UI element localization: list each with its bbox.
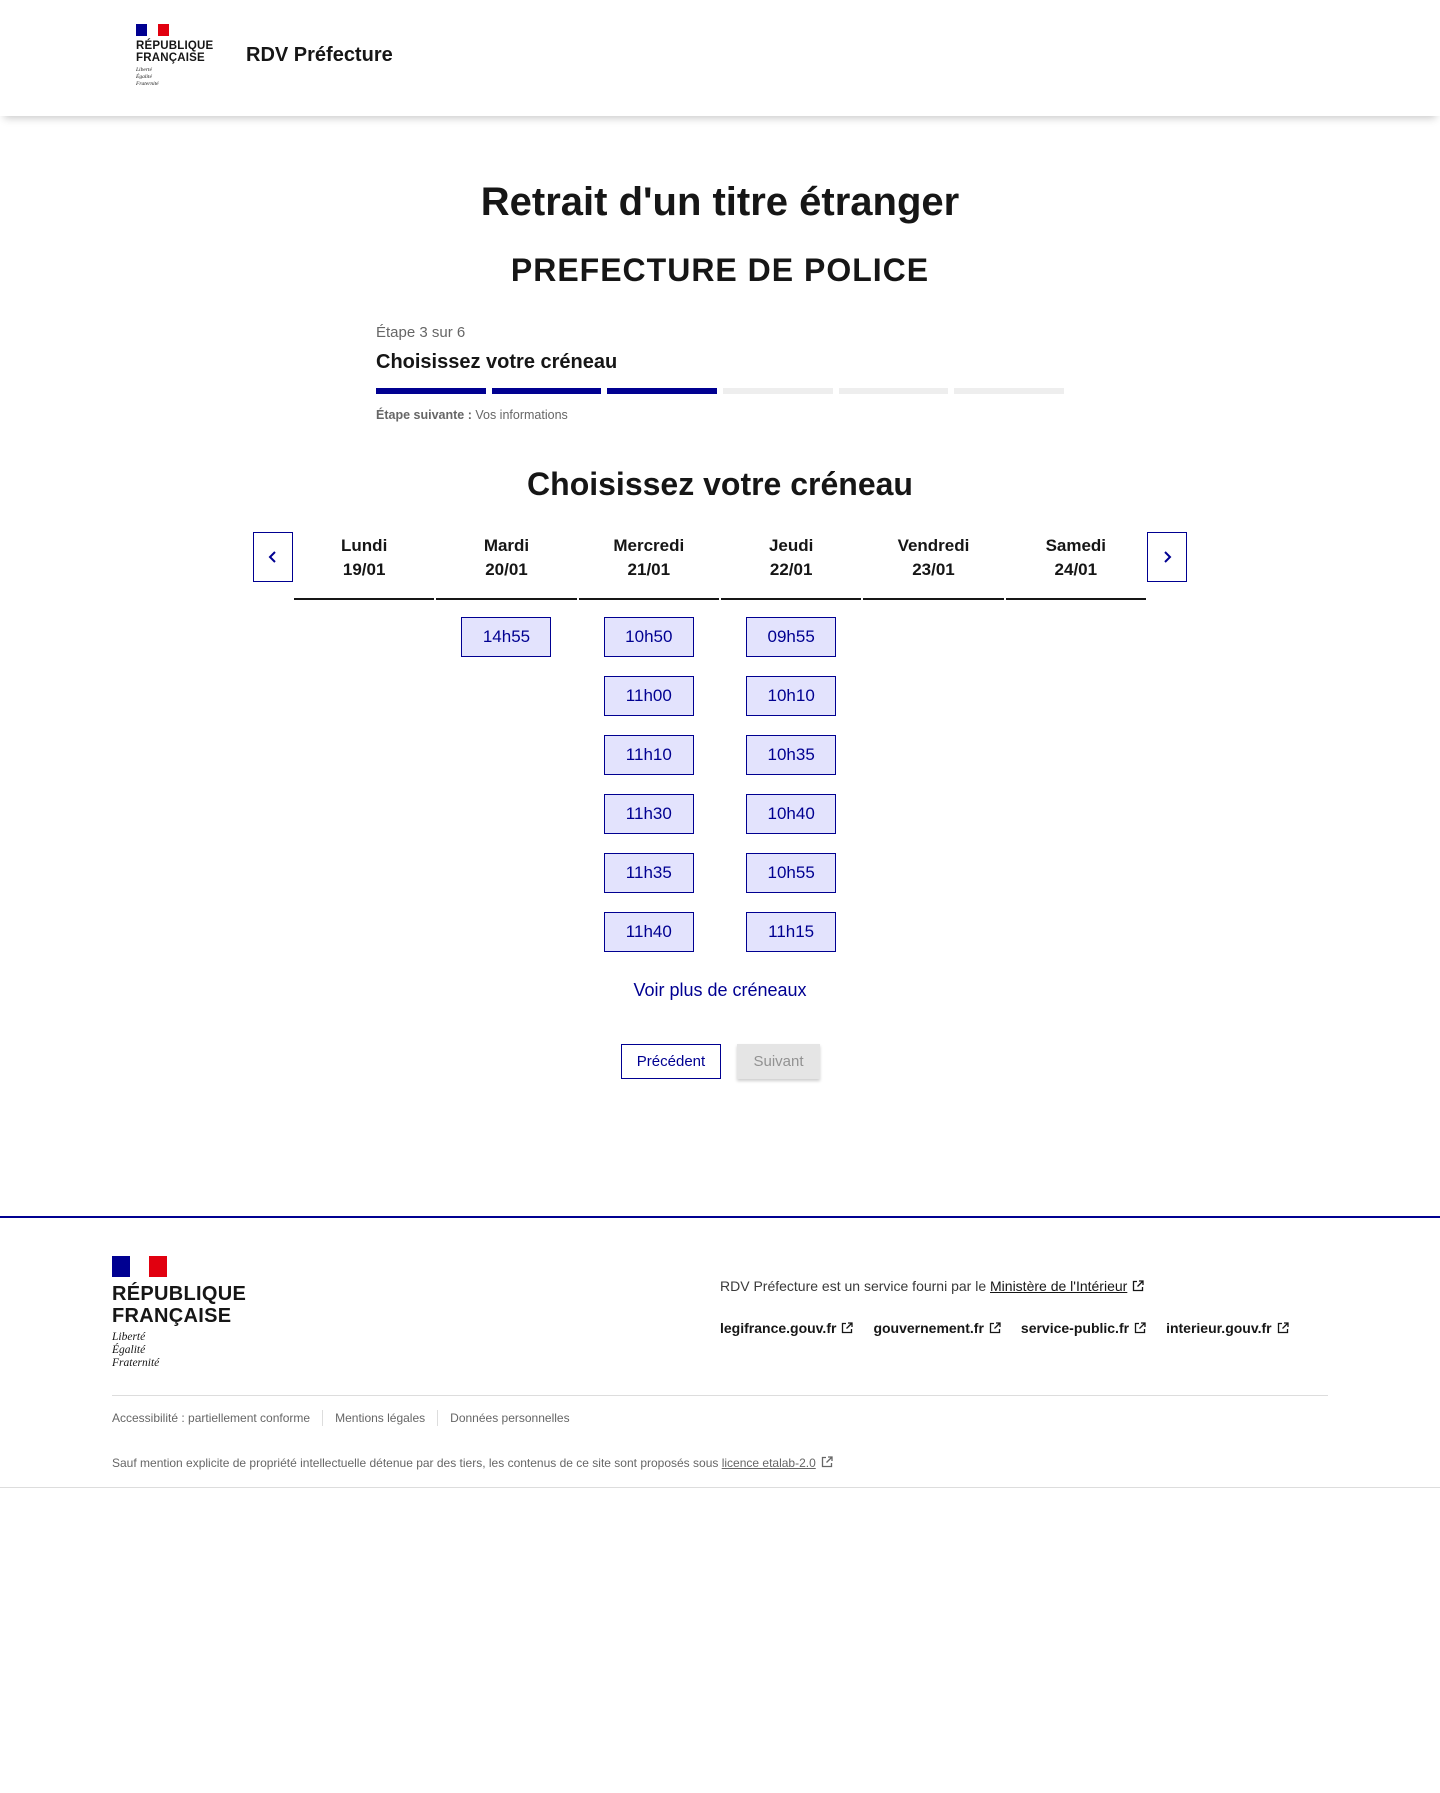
day-date: 23/01 xyxy=(912,560,955,579)
external-link-icon xyxy=(1132,1280,1144,1292)
day-date: 19/01 xyxy=(342,560,386,579)
stepper xyxy=(376,324,1064,422)
day-header xyxy=(863,532,1003,600)
time-slot-button[interactable]: 14h55 xyxy=(461,617,551,657)
stepper-next-step xyxy=(376,408,1064,422)
footer-bottom-link[interactable]: Données personnelles xyxy=(450,1411,570,1425)
day-date: 21/01 xyxy=(627,560,671,579)
footer-bottom-separator xyxy=(322,1410,323,1426)
slot-list xyxy=(862,600,1004,617)
day-header xyxy=(721,532,861,600)
stepper-title: Choisissez votre créneau xyxy=(376,351,618,373)
time-slot-button[interactable]: 11h15 xyxy=(746,912,836,952)
footer-logo-devise: Liberté Égalité Fraternité xyxy=(112,1331,160,1369)
day-name: Mardi xyxy=(483,536,530,555)
service-title[interactable]: RDV Préfecture xyxy=(246,44,393,66)
site-header xyxy=(0,0,1440,116)
chevron-right-icon xyxy=(1160,550,1174,564)
day-header xyxy=(1006,532,1146,600)
site-footer xyxy=(0,1216,1440,1488)
day-header xyxy=(579,532,719,600)
marianne-flag-icon xyxy=(136,24,169,36)
licence-text: Sauf mention explicite de propriété intellectuelle détenue par des tiers, les contenus de ce site sont proposés sous xyxy=(112,1456,722,1470)
day-date: 20/01 xyxy=(485,560,528,579)
footer-bottom-link[interactable]: Accessibilité : partiellement conforme xyxy=(112,1411,311,1425)
time-slot-button[interactable]: 11h30 xyxy=(604,794,694,834)
external-link-icon xyxy=(821,1456,833,1468)
day-column xyxy=(1005,532,1147,971)
stepper-next-value: Vos informations xyxy=(475,408,568,422)
footer-links xyxy=(720,1320,1289,1336)
time-slot-button[interactable]: 11h10 xyxy=(604,735,694,775)
footer-external-link[interactable]: gouvernement.fr xyxy=(873,1320,1000,1336)
licence-link[interactable]: licence etalab-2.0 xyxy=(722,1456,833,1470)
stepper-segment xyxy=(607,388,717,394)
page-title: Retrait d'un titre étranger xyxy=(480,180,960,224)
time-slot-button[interactable]: 11h35 xyxy=(604,853,694,893)
previous-button[interactable]: Précédent xyxy=(621,1044,721,1079)
time-slot-button[interactable]: 10h40 xyxy=(746,794,836,834)
previous-week-button[interactable] xyxy=(253,532,293,582)
next-week-button[interactable] xyxy=(1147,532,1187,582)
stepper-segment xyxy=(492,388,602,394)
footer-bottom-link[interactable]: Mentions légales xyxy=(335,1411,426,1425)
footer-external-link[interactable]: interieur.gouv.fr xyxy=(1166,1320,1289,1336)
time-slot-button[interactable]: 10h10 xyxy=(746,676,836,716)
time-slot-button[interactable]: 11h40 xyxy=(604,912,694,952)
stepper-segment xyxy=(954,388,1064,394)
calendar-title: Choisissez votre créneau xyxy=(527,466,913,502)
day-name: Samedi xyxy=(1045,536,1107,555)
footer-external-link[interactable]: legifrance.gouv.fr xyxy=(720,1320,853,1336)
slot-list xyxy=(578,600,720,971)
day-header xyxy=(294,532,434,600)
footer-bottom-links xyxy=(112,1410,570,1426)
stepper-segment xyxy=(839,388,949,394)
slot-list xyxy=(293,600,435,617)
time-slot-button[interactable]: 09h55 xyxy=(746,617,836,657)
day-name: Lundi xyxy=(341,536,388,555)
footer-licence xyxy=(112,1456,833,1470)
day-column xyxy=(720,532,862,971)
stepper-progress xyxy=(376,388,1064,394)
footer-bottom-separator xyxy=(437,1410,438,1426)
footer-republique-logo[interactable] xyxy=(112,1256,262,1370)
ministere-link[interactable]: Ministère de l'Intérieur xyxy=(990,1278,1144,1294)
external-link-icon xyxy=(1277,1322,1289,1334)
slot-list xyxy=(1005,600,1147,617)
footer-description-text: RDV Préfecture est un service fourni par le xyxy=(720,1278,991,1294)
stepper-next-label: Étape suivante : xyxy=(376,408,472,422)
day-name: Mercredi xyxy=(613,536,685,555)
footer-external-link[interactable]: service-public.fr xyxy=(1021,1320,1146,1336)
marianne-flag-icon xyxy=(112,1256,167,1277)
day-column xyxy=(435,532,577,971)
stepper-segment xyxy=(376,388,486,394)
external-link-icon xyxy=(1134,1322,1146,1334)
republique-francaise-logo[interactable] xyxy=(136,24,216,88)
day-header xyxy=(436,532,576,600)
time-slot-button[interactable]: 10h35 xyxy=(746,735,836,775)
day-name: Jeudi xyxy=(768,536,814,555)
next-button-disabled: Suivant xyxy=(737,1044,820,1079)
time-slot-button[interactable]: 10h55 xyxy=(746,853,836,893)
logo-text: RÉPUBLIQUE FRANÇAISE xyxy=(136,40,214,64)
stepper-segment xyxy=(723,388,833,394)
logo-devise: Liberté Égalité Fraternité xyxy=(136,67,159,87)
time-slot-button[interactable]: 11h00 xyxy=(604,676,694,716)
day-column xyxy=(862,532,1004,971)
day-column xyxy=(293,532,435,971)
day-name: Vendredi xyxy=(897,536,970,555)
footer-description xyxy=(720,1278,1144,1294)
time-slot-button[interactable]: 10h50 xyxy=(604,617,694,657)
day-date: 22/01 xyxy=(769,560,813,579)
more-slots-link[interactable]: Voir plus de créneaux xyxy=(633,980,807,1000)
slot-list xyxy=(435,600,577,676)
calendar-days xyxy=(293,532,1147,971)
page-subtitle: PREFECTURE DE POLICE xyxy=(510,252,930,288)
stepper-state: Étape 3 sur 6 xyxy=(376,324,466,341)
external-link-icon xyxy=(841,1322,853,1334)
chevron-left-icon xyxy=(266,550,280,564)
day-column xyxy=(578,532,720,971)
external-link-icon xyxy=(989,1322,1001,1334)
footer-logo-text: RÉPUBLIQUE FRANÇAISE xyxy=(112,1283,247,1327)
footer-divider xyxy=(112,1395,1328,1396)
slot-list xyxy=(720,600,862,971)
day-date: 24/01 xyxy=(1054,560,1098,579)
